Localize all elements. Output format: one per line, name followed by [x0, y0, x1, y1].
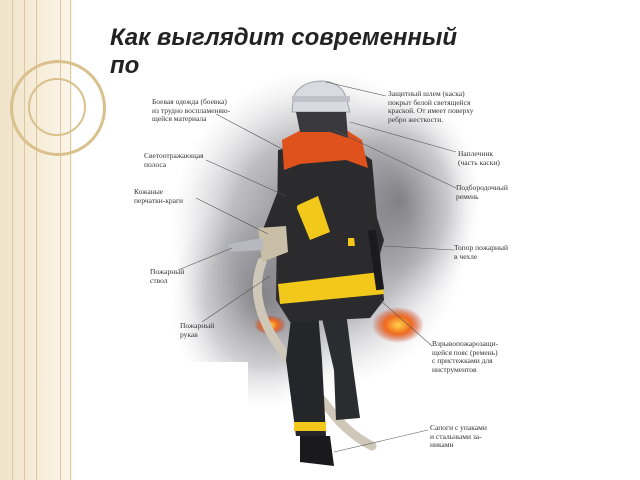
label-chin-strap: Подбородочный ремень: [456, 183, 508, 201]
label-reflective: Светоотражающая полоса: [144, 151, 204, 169]
left-leg-stripe: [294, 422, 326, 431]
title-line-2: по: [110, 52, 140, 79]
left-boot: [300, 436, 334, 466]
label-axe: Топор пожарный в чехле: [454, 243, 509, 261]
blank-area: [178, 362, 248, 460]
label-belt: Взрывопожарозащи- щейся пояс (ремень) с пристежками для инструментов: [432, 339, 499, 374]
label-helmet: Защитный шлем (каска) покрыт белой светящейся краской. От имеет поверху ребро жесткости.: [388, 89, 474, 124]
label-boots: Сапоги с упаками и стальными за- никами: [430, 423, 487, 449]
title-line-1: Как выглядит современный: [110, 24, 458, 51]
fire-right: [372, 307, 424, 343]
label-gloves: Кожаные перчатки-краги: [134, 187, 184, 205]
slide-title: [110, 24, 550, 84]
helmet-brim: [292, 96, 350, 102]
label-clothing: Боевая одежда (боевка) из трудно воспламеняю- щейся материала: [152, 97, 231, 123]
label-hose: Пожарный рукав: [180, 321, 215, 339]
label-nozzle: Пожарный ствол: [150, 267, 185, 285]
label-neck-guard: Наплечник (часть каски): [458, 149, 500, 167]
